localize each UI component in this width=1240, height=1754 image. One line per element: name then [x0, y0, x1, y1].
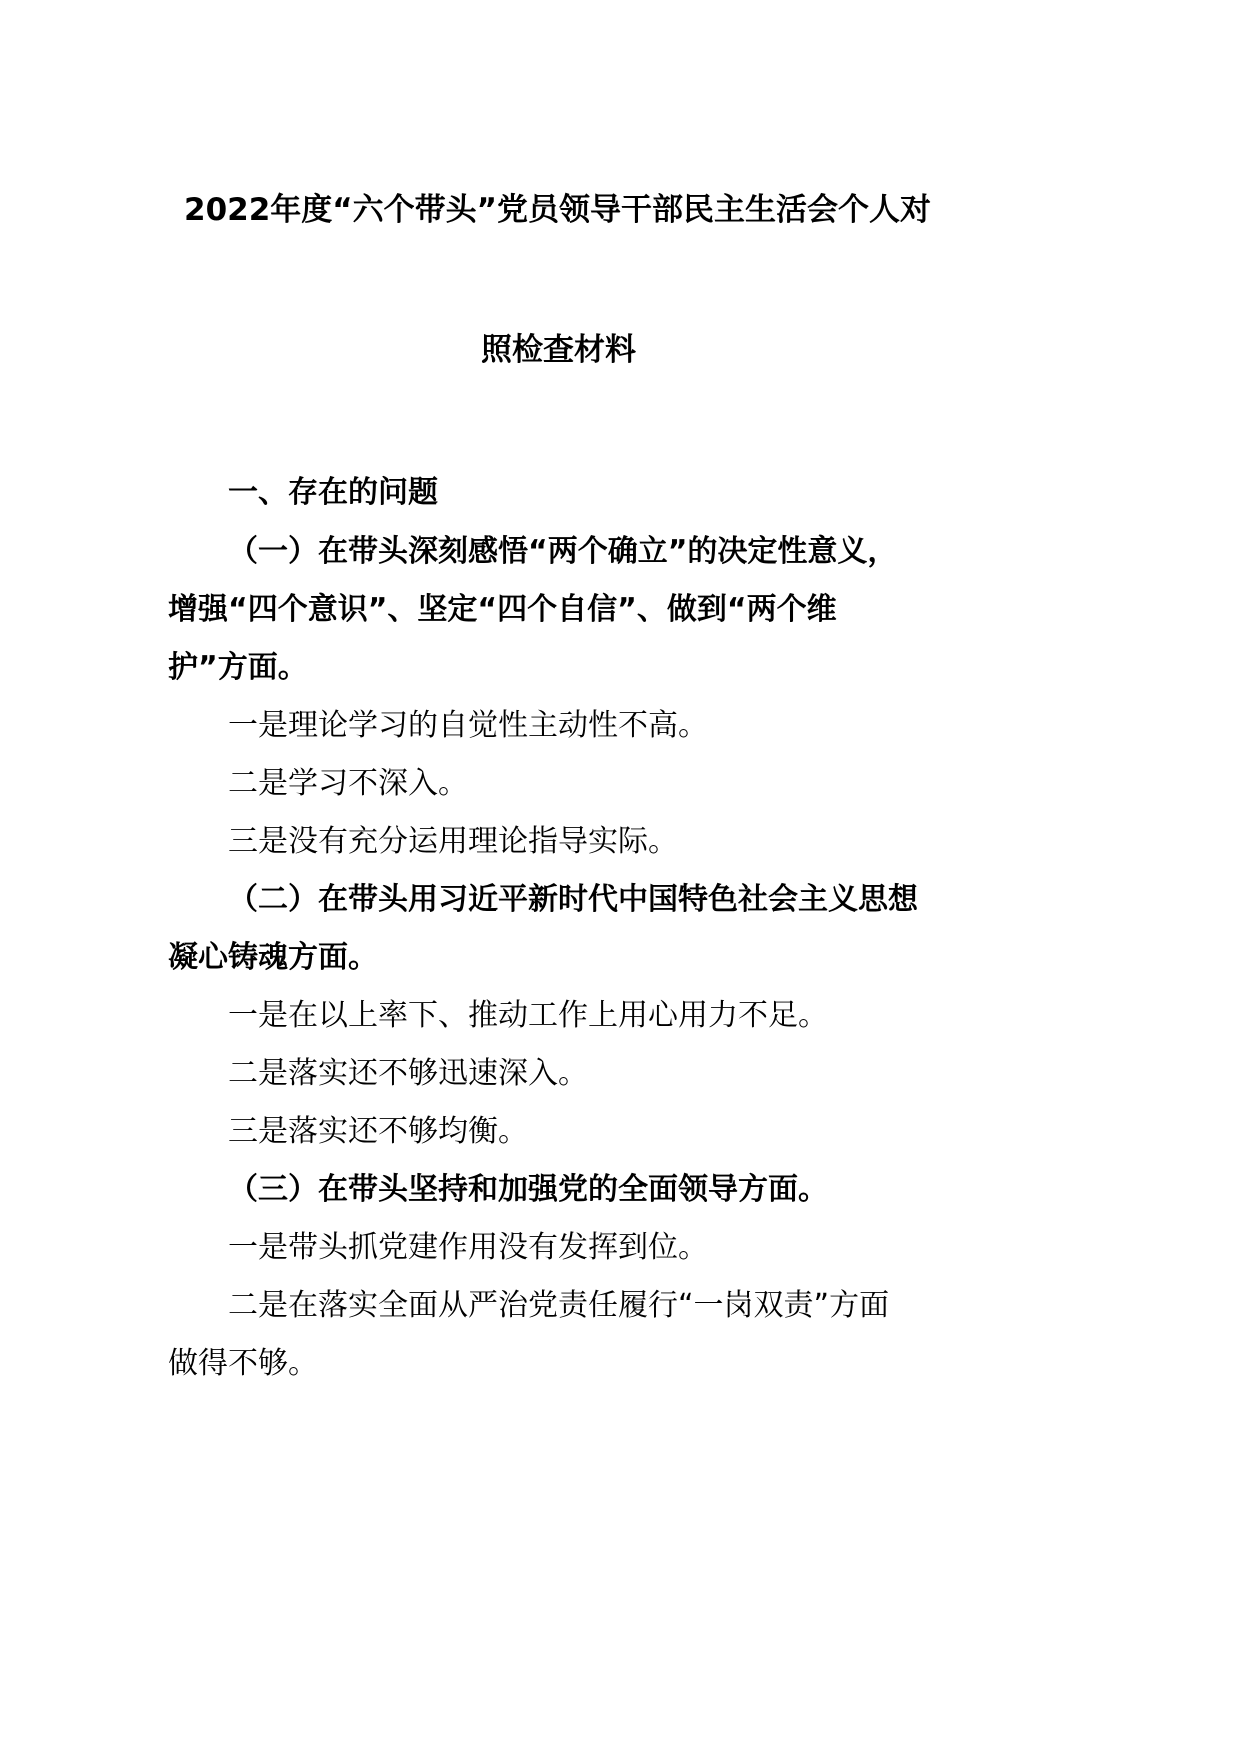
list-item: 一是带头抓党建作用没有发挥到位。: [228, 1230, 708, 1265]
list-item: 一是在以上率下、推动工作上用心用力不足。: [228, 998, 828, 1033]
list-item: 一是理论学习的自觉性主动性不高。: [228, 708, 708, 743]
list-item: 三是落实还不够均衡。: [228, 1114, 528, 1149]
list-item: 二是落实还不够迅速深入。: [228, 1056, 588, 1091]
section-heading: 一、存在的问题: [228, 475, 438, 510]
subsection-3-heading: （三）在带头坚持和加强党的全面领导方面。: [228, 1172, 828, 1207]
subsection-2-heading-cont: 凝心铸魂方面。: [168, 940, 378, 975]
document-title-line2: 照检查材料: [481, 332, 636, 368]
subsection-1-heading: （一）在带头深刻感悟“两个确立”的决定性意义，: [228, 534, 898, 569]
document-title-line1: 2022年度“六个带头”党员领导干部民主生活会个人对: [184, 192, 932, 228]
subsection-1-heading-cont2: 护”方面。: [168, 650, 308, 685]
list-item: 二是在落实全面从严治党责任履行“一岗双责”方面: [228, 1288, 890, 1323]
subsection-2-heading: （二）在带头用习近平新时代中国特色社会主义思想: [228, 882, 918, 917]
subsection-1-heading-cont: 增强“四个意识”、坚定“四个自信”、做到“两个维: [168, 592, 837, 627]
list-item-cont: 做得不够。: [168, 1346, 318, 1381]
list-item: 二是学习不深入。: [228, 766, 468, 801]
list-item: 三是没有充分运用理论指导实际。: [228, 824, 678, 859]
